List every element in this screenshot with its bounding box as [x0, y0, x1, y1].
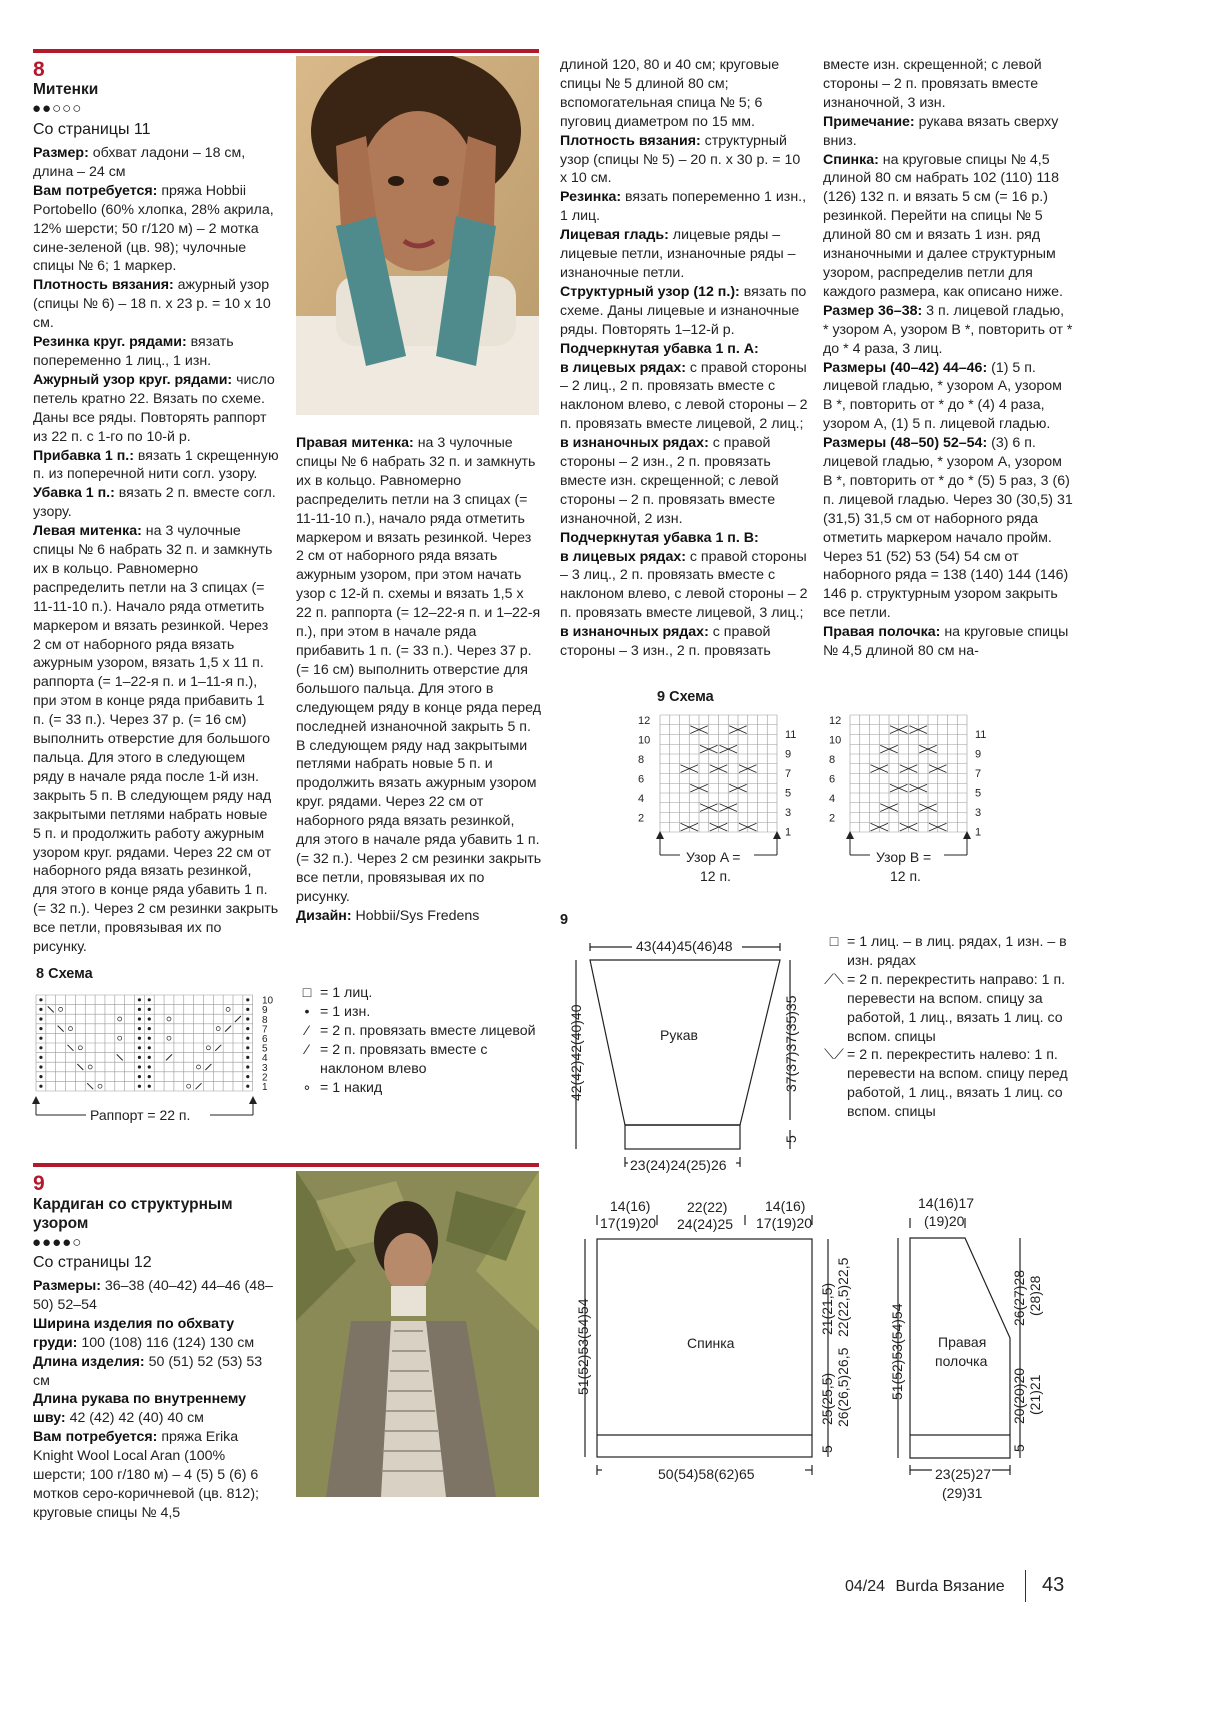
purl-mark: [148, 1027, 151, 1030]
legend-symbol-icon: ⁄: [305, 1041, 309, 1058]
decrease-right-mark: [225, 1026, 231, 1032]
back-bottom: 50(54)58(62)65: [658, 1466, 755, 1482]
front-top-1: 14(16)17: [918, 1195, 975, 1211]
yarn-over-mark: [167, 1036, 171, 1040]
sleeve-cuff: 5: [783, 1135, 799, 1143]
magazine-name: Burda Вязание: [895, 1578, 1005, 1595]
paragraph-text: 50 (51) 52 (53) 53 см: [33, 1353, 263, 1389]
paragraph-text: вязать 2 п. вместе согл. узору.: [33, 485, 276, 521]
legend-symbol-icon: ⁄: [305, 1022, 309, 1039]
row-number: 11: [785, 729, 797, 741]
front-right-upper-2: (28)28: [1027, 1275, 1043, 1316]
pattern-b-label: Узор B =: [876, 849, 932, 865]
difficulty-rating: ●●●●○: [32, 1234, 83, 1251]
row-number: 10: [262, 995, 274, 1007]
paragraph: [33, 484, 279, 522]
row-number: 6: [638, 773, 645, 786]
row-number: 3: [975, 807, 982, 819]
purl-mark: [148, 1037, 151, 1040]
front-right-upper-1: 26(27)28: [1011, 1269, 1027, 1326]
paragraph-text: 42 (42) 42 (40) 40 см: [65, 1410, 204, 1427]
legend-item: [294, 1022, 544, 1041]
paragraph: [560, 226, 810, 283]
paragraph-text: (1) 5 п. лицевой гладью, * узором A, узором B *, повторить от * до * (4) 4 раза, узором A, (1) 5 п. лицевой гладью.: [823, 359, 1062, 433]
text-column-4: [823, 56, 1073, 661]
legend-item: [294, 1079, 544, 1098]
paragraph: [823, 623, 1073, 661]
row-number: 1: [975, 826, 982, 839]
rapport-label: Раппорт = 22 п.: [90, 1107, 191, 1123]
legend-symbol-icon: □: [302, 985, 312, 1001]
sleeve-left: 42(42)42(40)40: [568, 1004, 584, 1101]
paragraph-heading: Примечание:: [823, 113, 915, 130]
paragraph-heading: Длина изделия:: [33, 1353, 145, 1370]
back-right-upper-1: 21(21,5): [819, 1282, 835, 1335]
paragraph: [560, 56, 810, 132]
project-title: Кардиган со структурным узором: [33, 1196, 233, 1232]
text-column-1b: [33, 1277, 279, 1523]
paragraph-text: (3) 6 п. лицевой гладью, * узором A, узором B *, повторить от * до * (5) 5 раз, 3 (6) п. лицевой гладью. Через 30 (30,5) 31 (31,5) 31,5 см от наборного ряда отметить маркером начало пройм. Через 51 (52) 53 (54) 54 см от наборного ряда = 138 (140) 144 (146) 146 р. структурным узором закрыть все петли.: [823, 435, 1073, 622]
scheme-9-chart: [630, 705, 1010, 890]
back-right-lower-1: 25(25,5): [819, 1372, 835, 1425]
paragraph: [296, 907, 542, 926]
purl-mark: [39, 1037, 42, 1040]
purl-mark: [138, 1008, 141, 1011]
purl-mark: [39, 1065, 42, 1068]
row-number: 1: [785, 826, 792, 839]
legend-item: [294, 1003, 544, 1022]
row-number: 5: [785, 787, 792, 800]
paragraph: [33, 333, 279, 371]
purl-mark: [148, 1075, 151, 1078]
decrease-left-mark: [58, 1026, 64, 1032]
purl-mark: [246, 1065, 249, 1068]
purl-mark: [138, 1075, 141, 1078]
paragraph: [560, 434, 810, 529]
legend-symbol-icon: ⟍⟋: [824, 1047, 844, 1064]
row-number: 8: [638, 754, 645, 766]
yarn-over-mark: [187, 1084, 191, 1088]
purl-mark: [138, 1027, 141, 1030]
row-number: 2: [638, 812, 645, 825]
paragraph: [560, 359, 810, 435]
footer-divider: [1025, 1570, 1026, 1602]
source-page: Со страницы 12: [33, 1254, 152, 1271]
back-top-right-1: 14(16): [765, 1198, 806, 1214]
paragraph-heading: Подчеркнутая убавка 1 п. A:: [560, 340, 759, 357]
row-number: 6: [829, 773, 836, 786]
paragraph-heading: Размеры:: [33, 1278, 101, 1294]
paragraph-text: длиной 120, 80 и 40 см; круговые спицы № 5 длиной 80 см; вспомогательная спица № 5; 6 пуговиц диаметром по 15 мм.: [560, 57, 780, 130]
back-diagram: [560, 1195, 860, 1485]
paragraph-text: пряжа Hobbii Portobello (60% хлопка, 28% акрила, 12% шерсти; 50 г/120 м) – 2 мотка сине-зеленой (цв. 98); чулочные спицы № 6; 1 маркер.: [33, 182, 274, 275]
row-number: 12: [829, 715, 842, 727]
text-column-3: [560, 56, 810, 661]
yarn-over-mark: [118, 1017, 122, 1021]
paragraph-text: 3 п. лицевой гладью, * узором A, узором B *, повторить от * до * 4 раза, 3 лиц.: [823, 302, 1073, 357]
sleeve-right: 37(37)37(35)35: [783, 995, 799, 1092]
row-number: 2: [262, 1072, 268, 1084]
project-number: 9: [33, 1172, 45, 1195]
purl-mark: [148, 1085, 151, 1088]
paragraph-text: обхват ладони – 18 см, длина – 24 см: [33, 145, 246, 180]
paragraph-text: на круговые спицы № 4,5 длиной 80 см набрать 102 (110) 118 (126) 132 п. и вязать 5 см (= 16 р.) резинкой. Перейти на спицы № 5 длиной 80 см и вязать 1 изн. ряд изнаночными и далее структурным узором, распределив петли для каждого размера, как описано ниже.: [823, 151, 1063, 300]
purl-mark: [148, 1008, 151, 1011]
decrease-left-mark: [87, 1083, 93, 1089]
paragraph-heading: Размер 36–38:: [823, 302, 923, 319]
text-column-1: [33, 144, 279, 957]
paragraph-text: число петель кратно 22. Вязать по схеме. Даны все ряды. Повторять раппорт из 22 п. с 1-го по 10-й р.: [33, 371, 275, 445]
row-number: 3: [785, 807, 792, 819]
pattern-a-stitches: 12 п.: [700, 868, 731, 884]
row-number: 7: [975, 768, 982, 780]
purl-mark: [138, 998, 141, 1001]
purl-mark: [39, 1085, 42, 1088]
paragraph-text: пряжа Erika Knight Wool Local Aran (100% шерсти; 100 г/180 м) – 4 (5) 5 (6) 6 мотков серо-коричневой (цв. 812); круговые спицы № 4,5: [33, 1429, 259, 1521]
decrease-right-mark: [235, 1016, 241, 1022]
purl-mark: [246, 1037, 249, 1040]
row-number: 7: [785, 768, 792, 780]
back-top-left-1: 14(16): [610, 1198, 651, 1214]
legend-text: = 1 лиц.: [320, 985, 373, 1001]
row-number: 5: [975, 787, 982, 800]
front-top-2: (19)20: [924, 1213, 965, 1229]
decrease-right-mark: [166, 1054, 172, 1060]
paragraph-heading: Вам потребуется:: [33, 1429, 158, 1446]
purl-mark: [246, 998, 249, 1001]
paragraph-heading: Правая митенка:: [296, 435, 414, 451]
paragraph: [823, 359, 1073, 435]
purl-mark: [246, 1046, 249, 1049]
row-number: 2: [829, 812, 836, 825]
paragraph-heading: Структурный узор (12 п.):: [560, 283, 740, 300]
paragraph-text: на 3 чулочные спицы № 6 набрать 32 п. и замкнуть их в кольцо. Равномерно распределить петли на 3 спицах (= 11-11-10 п.), начало ряда отметить маркером и вязать резинкой. Через 2 см от наборного ряда вязать ажурным узором, при этом начать узор с 12-й п. схемы и вязать 1,5 х 22 п. раппорта (= 12–22-я п. и 1–22-я п.), при этом в начале ряда прибавить 1 п. (= 33 п.). Через 37 р. (= 16 см) выполнить отверстие для большого пальца. Для этого в следующем ряду в конце ряда перед последней изнаночной закрыть 5 п. В следующем ряду над закрытыми петлями набрать новые 5 п. и продолжить вязать ажурным узором круг. рядами. Через 22 см от наборного ряда вязать резинкой, для этого в начале ряда убавить 1 п. (= 32 п.). Через 2 см резинки закрыть все петли, провязывая их по рисунку.: [296, 435, 542, 905]
paragraph-text: на 3 чулочные спицы № 6 набрать 32 п. и замкнуть их в кольцо. Равномерно распределить петли на 3 спицах (= 11-11-10 п.). Начало ряда отметить маркером и вязать резинкой. Через 2 см от наборного ряда вязать ажурным узором, вязать 1,5 х 11 п. раппорта (= 1–22-я п. и 1–11-я п.), при этом в конце ряда прибавить 1 п. (= 33 п.). Через 37 р. (= 16 см) выполнить отверстие для большого пальца. Для этого в следующем ряду в начале ряда после 1-й изн. закрыть 5 п. В следующем ряду над закрытыми петлями набрать новые 5 п. и продолжить работу ажурным узором круг. рядами. Через 22 см от наборного ряда вязать резинкой, для этого в конце ряда убавить 1 п. (= 32 п.). Через 2 см резинки закрыть все петли, провязывая их по рисунку.: [33, 523, 279, 956]
row-number: 8: [829, 754, 836, 766]
paragraph: [33, 1428, 279, 1523]
back-right-upper-2: 22(22,5)22,5: [835, 1257, 851, 1337]
paragraph: [560, 283, 810, 340]
purl-mark: [39, 1075, 42, 1078]
purl-mark: [148, 1065, 151, 1068]
paragraph-text: с правой стороны – 2 изн., 2 п. провязать вместе изн. скрещенной; с левой стороны – 2 п. провязать вместе изнаночной, 2 изн.: [560, 435, 779, 527]
paragraph: [33, 447, 279, 485]
back-right-lower-2: 26(26,5)26,5: [835, 1347, 851, 1427]
paragraph-text: с правой стороны – 3 изн., 2 п. провязать: [560, 624, 771, 660]
footer-issue: [845, 1578, 1005, 1596]
legend-symbol-icon: ⟋⟍: [824, 971, 844, 988]
purl-mark: [138, 1085, 141, 1088]
legend-item: [294, 984, 544, 1003]
yarn-over-mark: [88, 1065, 92, 1069]
photo-mittens: [296, 56, 539, 415]
purl-mark: [138, 1056, 141, 1059]
paragraph-text: вязать попеременно 1 лиц., 1 изн.: [33, 334, 234, 369]
purl-mark: [246, 1075, 249, 1078]
scheme-9-legend: [821, 933, 1071, 1122]
paragraph: [33, 371, 279, 447]
purl-mark: [138, 1046, 141, 1049]
paragraph-heading: Плотность вязания:: [560, 132, 701, 149]
purl-mark: [138, 1065, 141, 1068]
page-number: 43: [1042, 1574, 1065, 1596]
paragraph-text: вязать попеременно 1 изн., 1 лиц.: [560, 189, 807, 225]
paragraph-heading: Правая полочка:: [823, 624, 941, 641]
decrease-left-mark: [67, 1045, 73, 1051]
paragraph: [33, 182, 279, 277]
paragraph: [823, 56, 1073, 113]
row-number: 4: [638, 793, 645, 805]
paragraph-heading: в изнаночных рядах:: [560, 435, 709, 452]
paragraph-text: лицевые ряды – лицевые петли, изнаночные ряды – изнаночные петли.: [560, 227, 796, 281]
yarn-over-mark: [78, 1046, 82, 1050]
purl-mark: [246, 1017, 249, 1020]
paragraph: [33, 1277, 279, 1315]
back-left: 51(52)53(54)54: [575, 1298, 591, 1395]
yarn-over-mark: [206, 1046, 210, 1050]
legend-text: = 1 лиц. – в лиц. рядах, 1 изн. – в изн. рядах: [847, 934, 1067, 969]
paragraph: [33, 276, 279, 333]
legend-symbol-icon: ∘: [302, 1079, 312, 1096]
legend-text: = 2 п. перекрестить налево: 1 п. перевести на вспом. спицу перед работой, 1 лиц., вязать 1 лиц. со вспом. спицы: [847, 1047, 1068, 1121]
paragraph: [823, 302, 1073, 359]
paragraph-text: вязать по схеме. Даны лицевые и изнаночные ряды. Повторять 1–12-й р.: [560, 283, 807, 338]
row-number: 11: [975, 729, 987, 741]
paragraph: [560, 340, 810, 359]
decrease-right-mark: [215, 1045, 221, 1051]
back-top-mid-1: 22(22): [687, 1199, 728, 1215]
scheme-9-title: 9 Схема: [657, 689, 714, 705]
paragraph: [33, 1390, 279, 1428]
row-number: 7: [262, 1024, 268, 1036]
purl-mark: [246, 1008, 249, 1011]
purl-mark: [39, 1046, 42, 1049]
yarn-over-mark: [167, 1017, 171, 1021]
paragraph-heading: в лицевых рядах:: [560, 548, 686, 565]
legend-item: [821, 971, 1071, 1047]
legend-symbol-icon: •: [304, 1003, 310, 1020]
paragraph-text: вязать 1 скрещенную п. из поперечной нити согл. узору.: [33, 447, 279, 483]
decrease-left-mark: [48, 1006, 54, 1012]
front-rib: 5: [1011, 1444, 1027, 1452]
row-number: 1: [262, 1082, 268, 1093]
paragraph-heading: Размеры (48–50) 52–54:: [823, 435, 988, 452]
purl-mark: [138, 1017, 141, 1020]
paragraph: [33, 1315, 279, 1353]
legend-item: [294, 1041, 544, 1079]
scheme-8-chart: [30, 990, 286, 1125]
paragraph-text: Hobbii/Sys Fredens: [351, 907, 480, 924]
paragraph: [823, 113, 1073, 151]
paragraph-heading: в лицевых рядах:: [560, 359, 686, 376]
yarn-over-mark: [226, 1007, 230, 1011]
purl-mark: [39, 1056, 42, 1059]
front-right-lower-1: 20(20)20: [1011, 1367, 1027, 1424]
row-number: 6: [262, 1034, 268, 1045]
scheme-8-legend: [294, 984, 544, 1097]
legend-text: = 2 п. провязать вместе с наклоном влево: [320, 1041, 488, 1077]
front-bottom-2: (29)31: [942, 1485, 983, 1501]
back-top-left-2: 17(19)20: [600, 1215, 657, 1231]
row-number: 10: [829, 734, 842, 747]
photo-cardigan: [296, 1171, 539, 1497]
paragraph: [560, 132, 810, 189]
front-left: 51(52)53(54)54: [889, 1303, 905, 1400]
sleeve-top: 43(44)45(46)48: [636, 938, 733, 954]
yarn-over-mark: [68, 1027, 72, 1031]
purl-mark: [148, 1017, 151, 1020]
paragraph-heading: Ажурный узор круг. рядами:: [33, 371, 233, 388]
sleeve-label: Рукав: [660, 1027, 698, 1043]
paragraph: [560, 623, 810, 661]
paragraph-text: вместе изн. скрещенной; с левой стороны – 2 п. провязать вместе изнаночной, 3 изн.: [823, 57, 1042, 111]
scheme-8-title: 8 Схема: [36, 966, 93, 982]
paragraph-heading: Лицевая гладь:: [560, 227, 669, 244]
project-number: 8: [33, 58, 45, 81]
paragraph: [823, 151, 1073, 302]
paragraph-heading: Плотность вязания:: [33, 277, 174, 294]
paragraph-text: с правой стороны – 2 лиц., 2 п. провязать вместе с наклоном влево, с левой стороны – 2 п. провязать вместе лицевой, 2 лиц.;: [560, 359, 808, 433]
row-number: 5: [262, 1043, 268, 1055]
purl-mark: [39, 1027, 42, 1030]
sleeve-bottom: 23(24)24(25)26: [630, 1157, 727, 1173]
yarn-over-mark: [59, 1007, 63, 1011]
row-number: 9: [785, 748, 792, 761]
decrease-right-mark: [196, 1083, 202, 1089]
paragraph: [33, 1353, 279, 1391]
paragraph: [823, 434, 1073, 623]
back-rib: 5: [819, 1445, 835, 1453]
yarn-over-mark: [197, 1065, 201, 1069]
paragraph-text: 36–38 (40–42) 44–46 (48–50) 52–54: [33, 1278, 273, 1313]
purl-mark: [148, 1046, 151, 1049]
paragraph-heading: Левая митенка:: [33, 523, 142, 540]
paragraph-heading: Длина рукава по внутреннему шву:: [33, 1391, 247, 1427]
front-diagram: [880, 1190, 1060, 1510]
paragraph: [296, 434, 542, 907]
legend-item: [821, 1046, 1071, 1122]
pattern-a-label: Узор A =: [686, 849, 741, 865]
paragraph: [560, 188, 810, 226]
sleeve-diagram: [560, 925, 820, 1180]
front-label-2: полочка: [935, 1353, 988, 1369]
paragraph-heading: Ширина изделия по обхвату груди:: [33, 1315, 235, 1351]
paragraph-heading: Вам потребуется:: [33, 182, 158, 199]
paragraph: [560, 548, 810, 624]
source-page: Со страницы 11: [33, 121, 151, 138]
purl-mark: [39, 1008, 42, 1011]
row-number: 8: [262, 1014, 268, 1026]
back-top-right-2: 17(19)20: [756, 1215, 813, 1231]
purl-mark: [246, 1027, 249, 1030]
text-column-2: [296, 434, 542, 926]
paragraph-text: структурный узор (спицы № 5) – 20 п. х 30 р. = 10 х 10 см.: [560, 132, 801, 187]
paragraph-text: 100 (108) 116 (124) 130 см: [77, 1334, 255, 1351]
back-label: Спинка: [687, 1335, 735, 1351]
paragraph: [560, 529, 810, 548]
paragraph-text: с правой стороны – 3 лиц., 2 п. провязать вместе с наклоном влево, с левой стороны – 2 п. провязать вместе лицевой, 3 лиц.;: [560, 548, 808, 622]
decrease-left-mark: [117, 1054, 123, 1060]
paragraph: [33, 522, 279, 957]
difficulty-rating: ●●○○○: [32, 100, 83, 117]
legend-text: = 1 накид: [320, 1079, 383, 1096]
paragraph: [33, 144, 279, 182]
paragraph-heading: Размеры (40–42) 44–46:: [823, 359, 988, 376]
paragraph-heading: Дизайн:: [296, 907, 352, 924]
paragraph-heading: Убавка 1 п.:: [33, 485, 115, 502]
front-bottom-1: 23(25)27: [935, 1466, 992, 1482]
paragraph-heading: Подчеркнутая убавка 1 п. B:: [560, 529, 759, 546]
legend-text: = 1 изн.: [320, 1003, 371, 1020]
row-number: 9: [262, 1005, 268, 1017]
row-number: 4: [262, 1053, 268, 1065]
section-9-rule: [33, 1163, 539, 1167]
pattern-b-stitches: 12 п.: [890, 868, 921, 884]
decrease-right-mark: [205, 1064, 211, 1070]
paragraph-heading: Прибавка 1 п.:: [33, 447, 134, 464]
paragraph-heading: Резинка круг. рядами:: [33, 334, 187, 351]
row-number: 9: [975, 748, 982, 761]
section-8-rule: [33, 49, 539, 53]
paragraph-heading: Резинка:: [560, 189, 622, 206]
yarn-over-mark: [98, 1084, 102, 1088]
paragraph-heading: Размер:: [33, 145, 89, 161]
purl-mark: [148, 998, 151, 1001]
purl-mark: [246, 1056, 249, 1059]
purl-mark: [39, 998, 42, 1001]
diagram-number: 9: [560, 912, 569, 928]
paragraph-heading: в изнаночных рядах:: [560, 624, 709, 641]
legend-item: [821, 933, 1071, 971]
paragraph-heading: Спинка:: [823, 151, 879, 168]
purl-mark: [148, 1056, 151, 1059]
decrease-left-mark: [77, 1064, 83, 1070]
row-number: 4: [829, 793, 836, 805]
paragraph-text: рукава вязать сверху вниз.: [823, 113, 1059, 149]
paragraph-text: ажурный узор (спицы № 6) – 18 п. х 23 р. = 10 х 10 см.: [33, 277, 271, 332]
legend-symbol-icon: □: [829, 934, 839, 950]
project-title: Митенки: [33, 81, 99, 98]
paragraph-text: на круговые спицы № 4,5 длиной 80 см на-: [823, 624, 1069, 660]
front-label-1: Правая: [938, 1334, 987, 1350]
issue-number: 04/24: [845, 1578, 886, 1595]
purl-mark: [138, 1037, 141, 1040]
legend-text: = 2 п. провязать вместе лицевой: [320, 1022, 536, 1039]
row-number: 12: [638, 715, 651, 727]
row-number: 3: [262, 1062, 268, 1074]
row-number: 10: [638, 734, 651, 747]
yarn-over-mark: [118, 1036, 122, 1040]
back-top-mid-2: 24(24)25: [677, 1216, 734, 1232]
legend-text: = 2 п. перекрестить направо: 1 п. перевести на вспом. спицу за работой, 1 лиц., вязать 1 лиц. со вспом. спицы: [847, 971, 1066, 1045]
front-right-lower-2: (21)21: [1027, 1374, 1043, 1415]
purl-mark: [39, 1017, 42, 1020]
purl-mark: [246, 1085, 249, 1088]
yarn-over-mark: [216, 1027, 220, 1031]
